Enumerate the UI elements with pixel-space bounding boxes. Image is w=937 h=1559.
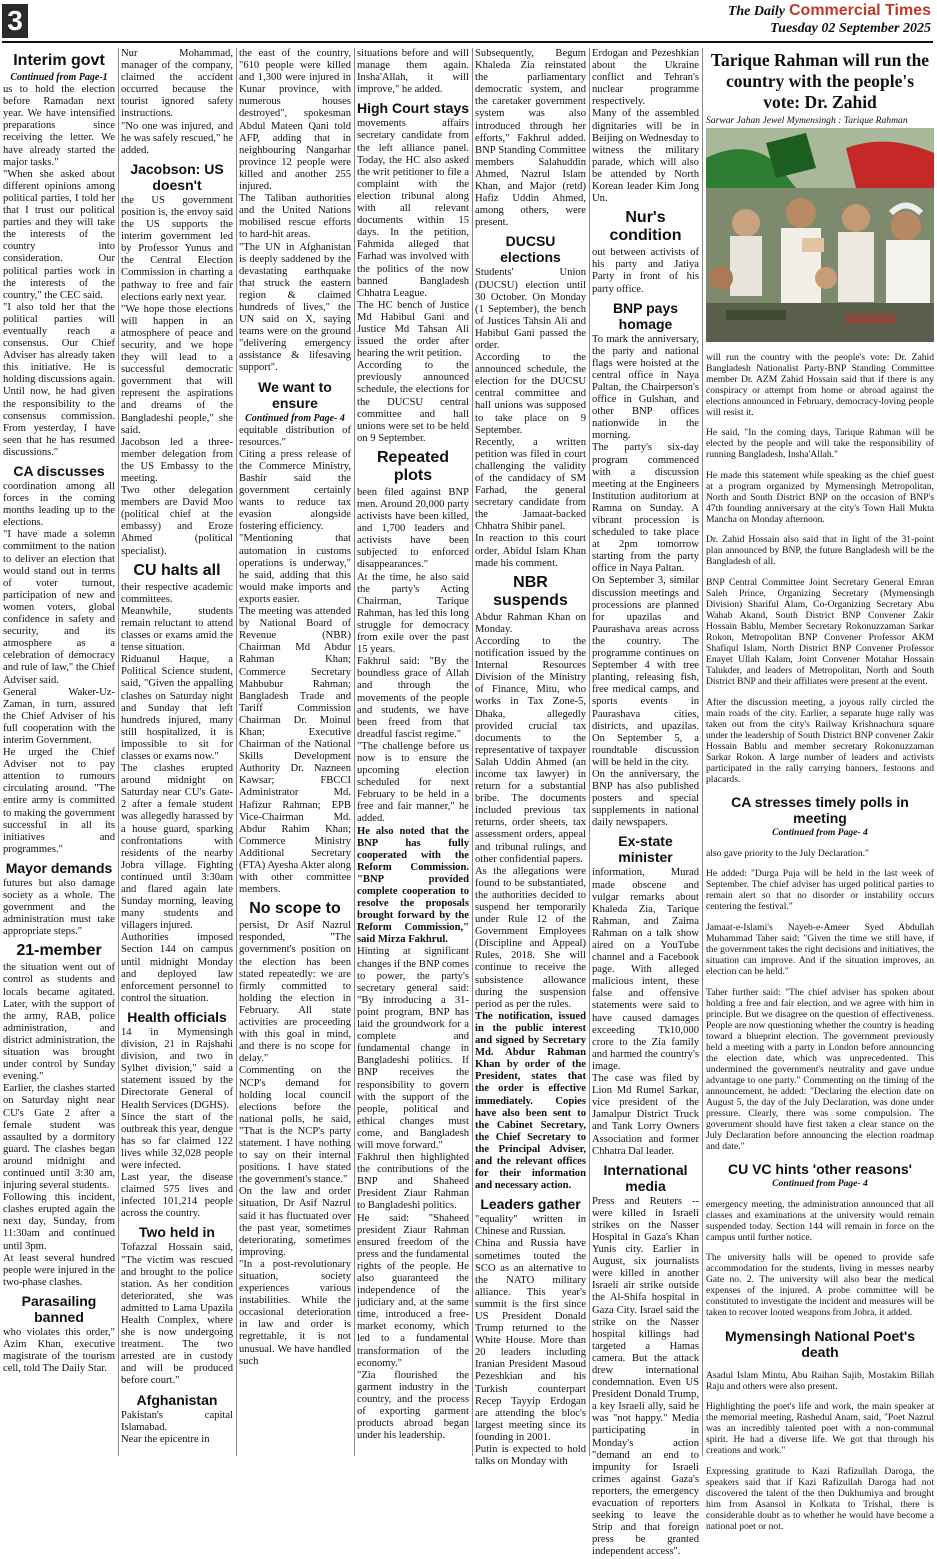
paragraph: Erdogan and Pezeshkian about the Ukraine conflict and Tehran's nuclear programme respectively. — [592, 48, 699, 108]
column-4 — [357, 48, 469, 1456]
paragraph: He made this statement while speaking as the chief guest at a program organized by Mymensingh Metropolitan, North and South District BNP on the occasion of BNP's 47th founding anniversary at the city's Town Hall Mukta Mancha on Monday afternoon. — [706, 469, 934, 525]
column-5 — [475, 48, 586, 1468]
column-divider — [472, 48, 473, 1456]
paragraph: He urged the Chief Adviser not to pay attention to rumours circulating around. "The entire army is committed to making the government successful in all its initiatives and programmes." — [3, 747, 115, 855]
paragraph: Citing a press release of the Commerce Ministry, Bashir said the government certainly wants to reduce tax evasion alongside fostering efficiency. — [239, 448, 351, 533]
paragraph: The party's six-day program commenced with a discussion meeting at the Engineers Institution auditorium at Ramna on Sunday. A vibrant procession is scheduled to take place at 2pm tomorrow starting from the party office in Naya Paltan. — [592, 442, 699, 575]
publication-name — [728, 2, 931, 20]
paragraph: Expressing gratitude to Kazi Rafizullah Daroga, the speakers said that if Kazi Rafizullah Daroga had not discovered the talent of the then Dukhumiya and brought him from Asansol in Kolkata to Trishal, there is considerable doubt as to whether he would have become a national poet or not. — [706, 1465, 934, 1532]
lead-headline: Tarique Rahman will run the country with the people's vote: Dr. Zahid — [710, 50, 930, 112]
paragraph: equitable distribution of resources." — [239, 424, 351, 448]
paragraph: situations before and will manage them again. Insha'Allah, it will improve," he added. — [357, 48, 469, 96]
paragraph: Subsequently, Begum Khaleda Zia reinstated the parliamentary democratic system, and the caretaker government system was also introduced through her efforts," Fakhrul added. BNP Standing Committee members Salahuddin Ahmed, Nazrul Islam Khan, and Major (retd) Hafiz Uddin Ahmed, among others, were present. — [475, 48, 586, 229]
rally-photo — [706, 128, 934, 342]
paragraph: Dr. Zahid Hossain also said that in light of the 31-point plan announced by BNP, the future Bangladesh will be the Bangladesh of all. — [706, 534, 934, 568]
paragraph: The Taliban authorities and the United Nations mobilised rescue efforts to hard-hit areas. — [239, 193, 351, 241]
paragraph: Recently, a written petition was filed in court challenging the validity of the candidacy of SM Farhad, the general secretary candidate from the Jamaat-backed Chhatra Shibir panel. — [475, 436, 586, 533]
masthead — [728, 2, 931, 37]
paragraph: Meanwhile, students remain reluctant to attend classes or exams amid the tense situation. — [121, 605, 233, 654]
publication-name-prefix: The Daily — [727, 4, 785, 19]
paragraph: Hinting at significant changes if the BNP comes to power, the party's secretary general said: "By introducing a 31-point program, BNP has laid the groundwork for a complete and fundamental change in Bangladeshi politics. If BNP receives the responsibility to govern with the support of the people, political and ethical changes must come, and Bangladesh will move forward." — [357, 946, 469, 1151]
paragraph: the US government position is, the envoy said the US supports the interim government led by Professor Yunus and the Central Election Commission in charting a pathway to free and fair elections early next year. — [121, 194, 233, 303]
paragraph: The clashes erupted around midnight on Saturday near CU's Gate-2 after a female student was allegedly harassed by a house guard, sparking confrontations with residents of the nearby Jobra village. Fighting continued until 3:30am and flared again late Sunday morning, leaving many students and villagers injured. — [121, 763, 233, 932]
paragraph: us to hold the election before Ramadan next year. We have intensified preparations since receiving the letter. We have already started the major tasks." — [3, 84, 115, 168]
headline: Afghanistan — [136, 1391, 218, 1408]
paragraph: The meeting was attended by National Board of Revenue (NBR) Chairman Md Abdur Rahman Khan; Commerce Secretary Mahbubur Rahman; Bangladesh Trade and Tariff Commission Chairman Dr. Moinul Khan; Executive Chairman of the National Skills Development Authority Dr. Nazneen Kawsar; FBCCI Administrator Md. Hafizur Rahman; EPB Vice-Chairman Md. Abdur Rahim Khan; Commerce Ministry Additional Secretary (FTA) Ayesha Akter along with other committee members. — [239, 606, 351, 896]
paragraph: He added: "Durga Puja will be held in the last week of September. The chief adviser has urged political parties to remain alert so that no disorder or instability occurs centering the festival." — [706, 868, 934, 913]
continued-note: Continued from Page- 4 — [245, 412, 345, 424]
paragraph: Tofazzal Hossain said, "The victim was rescued and brought to the police station. As her condition deteriorated, she was admitted to Lama Upazila Health Complex, where she is now undergoing treatment. The two arrested are in custody and will be produced before court." — [121, 1242, 233, 1387]
column-divider — [236, 48, 237, 1456]
headline: 21-member — [16, 942, 102, 960]
paragraph: persist, Dr Asif Nazrul responded, "The government's position on the election has been stated repeatedly: we are firmly committed to holding the election in February. All state activities are proceeding with this goal in mind, and there is no scope for delay." — [239, 920, 351, 1065]
paragraph: China and Russia have sometimes touted the SCO as an alternative to the NATO military alliance. This year's summit is the first since US President Donald Trump returned to the White House. More than 20 leaders including Iranian President Masoud Pezeshkian and his Turkish counterpart Recep Tayyip Erdogan are attending the bloc's largest meeting since its founding in 2001. — [475, 1238, 586, 1443]
headline: Parasailing banned — [21, 1292, 97, 1325]
paragraph: Authorities imposed Section 144 on campus until midnight Monday and deployed law enforcement personnel to control the situation. — [121, 932, 233, 1004]
paragraph: "In a post-revolutionary situation, society experiences various instabilities. While the occasional deterioration in law and order is regrettable, it is not unusual. We have handled such — [239, 1258, 351, 1367]
paragraph: According to the previously announced schedule, the elections for the DUCSU central committee and hall unions were set to be held on 9 September. — [357, 360, 469, 444]
paragraph: At the time, he also said the party's Acting Chairman, Tarique Rahman, has led this long struggle for democracy from exile over the past 15 years. — [357, 571, 469, 656]
headline: Nur's condition — [609, 209, 682, 245]
column-6 — [592, 48, 699, 1558]
paragraph: As the allegations were found to be substantiated, the authorities decided to suspend her temporarily under Rule 12 of the Government Employees (Discipline and Appeal) Rules, 2018. She will continue to receive the subsistence allowance during the suspension period as per the rules. — [475, 865, 586, 1010]
paragraph: Taher further said: "The chief adviser has spoken about holding a free and fair election, and we agree with him in principle. But we disagree on the question of effectiveness. People are now questioning whether the country is heading toward a blueprint election. The government previously held a meeting with a party in London before announcing the election date, which was unprecedented. This undermined the government's neutrality and gave undue advantage to one party." Commenting on the timing of the announcement, he added: "Declaring the election date on August 5, the day of the July Declaration, was done under pressure. Clearly, there was some compulsion. The government should have first taken a clear stance on the July Declaration before announcing the election roadmap and date." — [706, 986, 934, 1152]
paragraph: "equality" written in Chinese and Russian. — [475, 1214, 586, 1238]
headline: Interim govt — [13, 52, 105, 69]
paragraph: BNP Central Committee Joint Secretary General Emran Saleh Prince, Organizing Secretary (Mymensingh Division) Shariful Alam, Co-Organizing Secretary Abu Wahab Akand, South District BNP Convener Zakir Hossain Bablu, Member Secretary Rokonuzzaman Sarkar Rokon, Metropolitan BNP Convener Professor AKM Shafiqul Islam, North District BNP Convener Professor Enayet Ullah Kalam, Joint Convener Motahar Hossain Talukder, and leaders of Metropolitan, North and South District BNP and their affiliates were present at the event. — [706, 576, 934, 687]
masthead-rule — [2, 41, 933, 43]
paragraph: coordination among all forces in the coming months leading up to the elections. — [3, 481, 115, 529]
paragraph: General Waker-Uz-Zaman, in turn, assured the Chief Adviser of his full cooperation with the interim Government. — [3, 686, 115, 746]
headline: DUCSU elections — [500, 233, 561, 266]
paragraph: Since the start of the outbreak this year, dengue has so far claimed 122 lives while 32,028 people were infected. — [121, 1111, 233, 1171]
paragraph: Students' Union (DUCSU) election until 30 October. On Monday (1 September), the bench of Justices Tahsin Ali and Habibul Gani passed the order. — [475, 267, 586, 351]
paragraph: The university halls will be opened to provide safe accommodation for the students, living in messes nearby Gate no. 2. The university will also bear the medical expenses of the injured. A probe committee will be constituted to investigate the incident and measures will be taken to recover looted weapons from Jobra, it added. — [706, 1252, 934, 1319]
paragraph: On the anniversary, the BNP has also published posters and special supplements in national daily newspapers. — [592, 768, 699, 829]
column-3 — [239, 48, 351, 1456]
paragraph: The case was filed by Lion Md Rumel Sarkar, vice president of the Jamalpur District Truck and Tank Lorry Owners Association and former Chhatra Dal leader. — [592, 1073, 699, 1157]
paragraph: Following this incident, clashes erupted again the next day, Sunday, from 11:30am and continued until 3pm. — [3, 1192, 115, 1252]
paragraph: Press and Reuters -- were killed in Israeli strikes on the Nasser Hospital in Gaza's Khan Yunis city. Earlier in August, six journalists were killed in another Israeli air strike outside the Al-Shifa hospital in Gaza City. Israel said the strike on the Nasser hospital killings had targeted a Hamas camera. But the attack drew international condemnation. Even US President Donald Trump, a key Israeli ally, said he was "not happy." Media participating in Monday's action "demand an end to impunity for Israeli crimes against Gaza's reporters, the emergency evacuation of reporters seeking to leave the Strip and that foreign press be granted independent access". — [592, 1195, 699, 1558]
paragraph: Pakistan's capital Islamabad. — [121, 1409, 233, 1433]
paragraph: Fakhrul then highlighted the contributions of the BNP and Shaheed President Ziaur Rahman to Bangladeshi politics. — [357, 1152, 469, 1212]
paragraph: According to the notification issued by the Internal Resources Division of the Ministry of Finance, Mitu, who works in Tax Zone-5, Dhaka, allegedly provided crucial tax documents to the representative of taxpayer Salah Uddin Ahmed (an income tax lawyer) in return for a substantial bribe. The documents included previous tax returns, order sheets, tax assessment orders, appeal and tribunal rulings, and other confidential papers. — [475, 635, 586, 865]
paragraph: Earlier, the clashes started on Saturday night near CU's Gate 2 after a female student was assaulted by a dormitory guard. The clashes began around midnight and continued until 3:30 am, injuring several students. — [3, 1083, 115, 1192]
continued-note: Continued from Page-1 — [10, 72, 108, 83]
paragraph: On September 3, similar discussion meetings and processions are planned for upazilas and Paurashava areas across the country. The programme continues on September 4 with tree planting, releasing fish, free medical camps, and sports events in Paurashava cities, districts, and upazilas. On September 5, a roundtable discussion will be held in the city. — [592, 575, 699, 768]
lead-story-body — [706, 352, 934, 1532]
continued-note: Continued from Page- 4 — [772, 827, 868, 839]
paragraph: Putin is expected to hold talks on Monday with — [475, 1444, 586, 1468]
paragraph: Jamaat-e-Islami's Nayeb-e-Ameer Syed Abdullah Muhammad Taher said: "Given the time we still have, if the government takes the right decisions and initiatives, the situation can improve. And if the situation improves, an election can be held." — [706, 921, 934, 977]
paragraph: Commenting on the NCP's demand for holding local council elections before the national polls, he said, "That is the NCP's party statement. I have nothing to say on their internal positions. I have stated the government's stance." — [239, 1065, 351, 1186]
paragraph: "Mentioning that automation in customs operations is underway," he said, adding that this would make imports and exports easier. — [239, 533, 351, 605]
paragraph: the east of the country, "610 people were killed and 1,300 were injured in Kunar province, with numerous houses destroyed", spokesman Abdul Mateen Qani told AFP, adding that in neighbouring Nangarhar province 12 people were killed and another 255 injured. — [239, 48, 351, 193]
paragraph: movements affairs secretary candidate from the left alliance panel. Today, the HC also asked the writ petitioner to file a complaint with the election tribunal along with all relevant documents within 15 days. In the petition, Fahmida alleged that Farhad was involved with the politics of the now banned Bangladesh Chhatra League. — [357, 118, 469, 299]
paragraph: "The UN in Afghanistan is deeply saddened by the devastating earthquake that struck the eastern region & claimed hundreds of lives," the UN said on X, saying teams were on the ground "delivering emergency assistance & lifesaving support". — [239, 241, 351, 374]
paragraph: also gave priority to the July Declaration." — [706, 847, 869, 859]
headline: Two held in — [139, 1224, 215, 1241]
paragraph: Nur Mohammad, manager of the company, claimed the accident occurred because the tourist ignored safety instructions. — [121, 48, 233, 120]
paragraph: out between activists of his party and Jatiya Party in front of his party office. — [592, 247, 699, 295]
paragraph: the situation went out of control as students and locals became agitated. Later, with the support of the army, RAB, police administration, and district administration, the situation was brought under control by Sunday evening." — [3, 962, 115, 1083]
headline: CA discusses — [13, 463, 105, 479]
paragraph: To mark the anniversary, the party and national flags were hoisted at the central office in Naya Paltan, the Chairperson's office in Gulshan, and other BNP offices nationwide in the morning. — [592, 333, 699, 442]
paragraph: Near the epicentre in — [121, 1433, 210, 1445]
paragraph: "The challenge before us now is to ensure the upcoming election scheduled for next February to be held in a free and fair manner," he added. — [357, 740, 469, 825]
paragraph: He also noted that the BNP has fully cooperated with the Reform Commission. "BNP provided complete cooperation to resolve the proposals brought forward by the Reform Commission," said Mirza Fakhrul. — [357, 825, 469, 946]
paragraph: Riduanul Haque, a Political Science student, said, "Given the appalling clashes on Saturday night and Sunday that left hundreds injured, many still hospitalized, it is impossible to sit for classes or exams now." — [121, 654, 233, 762]
paragraph: The notification, issued in the public interest and signed by Secretary Md. Abdur Rahman Khan by order of the President, states that the order is effective immediately. Copies have also been sent to the Cabinet Secretary, the Chief Secretary to the Principal Adviser, and the relevant offices for their information and necessary action. — [475, 1010, 586, 1192]
paragraph: been filed against BNP men. Around 20,000 party activists have been killed, and 1,700 leaders and activists have been subjected to enforced disappearances." — [357, 486, 469, 571]
paragraph: their respective academic committees. — [121, 581, 233, 605]
paragraph: Two other delegation members are David Moo (political chief at the embassy) and Eroze Ahmed (political specialist). — [121, 485, 233, 557]
paragraph: The HC bench of Justice Md Habibul Gani and Justice Md Tahsan Ali issued the order after hearing the writ petition. — [357, 299, 469, 360]
headline: CA stresses timely polls in meeting — [731, 794, 909, 827]
paragraph: information, Murad made obscene and vulgar remarks about Khaleda Zia, Tarique Rahman, and Zaima Rahman on a talk show aired on a YouTube channel and a Facebook page. With alleged malicious intent, these false and offensive statements were said to have caused damages exceeding Tk10,000 crore to the Zia family and harmed the country's image. — [592, 867, 699, 1072]
headline: Mayor demands — [5, 859, 113, 876]
headline: Mymensingh National Poet's death — [724, 1327, 916, 1360]
headline: High Court stays — [357, 100, 470, 117]
continued-note: Continued from Page- 4 — [772, 1178, 868, 1190]
paragraph: "No one was injured, and he was safely rescued," he added. — [121, 120, 233, 156]
headline: Health officials — [127, 1008, 227, 1025]
headline: Repeated plots — [376, 448, 450, 484]
paragraph: emergency meeting, the administration announced that all classes and examinations at the university would remain suspended today. Section 144 will remain in force on the campus until further notice. — [706, 1198, 934, 1243]
column-divider — [118, 48, 119, 1456]
paragraph: On the law and order situation, Dr Asif Nazrul said it has fluctuated over the past year, sometimes deteriorating, sometimes improving. — [239, 1186, 351, 1258]
paragraph: "I also told her that the political parties will eventually reach a consensus. Our Chief Adviser has already taken this initiative. He is holding discussions again. Until now, he had given the responsibility to the consensus commission. From yesterday, I have seen that he has resumed discussions." — [3, 301, 115, 458]
lead-story — [706, 50, 934, 1541]
headline: No scope to — [249, 900, 341, 918]
paragraph: "When she asked about different opinions among political parties, I told her that I trust our political parties and they will take the interests of the country into consideration. Our political parties work in the interests of the country," the CEC said. — [3, 168, 115, 301]
paragraph: Jacobson led a three-member delegation from the US Embassy to the meeting. — [121, 436, 233, 484]
headline: BNP pays homage — [612, 299, 679, 332]
paragraph: Many of the assembled dignitaries will be in Beijing on Wednesday to witness the military parade, which will also be attended by North Korean leader Kim Jong Un. — [592, 108, 699, 205]
paragraph: futures but also damage society as a whole. The government and the administration must take appropriate steps." — [3, 877, 115, 938]
headline: International media — [603, 1161, 688, 1194]
column-divider — [702, 48, 703, 1456]
paragraph: He said, "In the coming days, Tarique Rahman will be elected by the people and will take the responsibility of running Bangladesh, Insha'Allah." — [706, 427, 934, 461]
paragraph: "Zia flourished the garment industry in the country, and the process of exporting garment products abroad began under his leadership. — [357, 1369, 469, 1442]
paragraph: Abdur Rahman Khan on Monday. — [475, 611, 586, 635]
headline: Jacobson: US doesn't — [130, 160, 224, 193]
page-number: 3 — [2, 4, 28, 38]
paragraph: Asadul Islam Mintu, Abu Raihan Sajib, Mostakim Billah Raju and others were also present. — [706, 1369, 934, 1392]
paragraph: In reaction to this court order, Abidul Islam Khan made his comment. — [475, 533, 586, 569]
paragraph: 14 in Mymensingh division, 21 in Rajshahi division, and two in Sylhet division," said a statement issued by the Directorate General of Health Services (DGHS). — [121, 1026, 233, 1111]
headline: CU halts all — [133, 561, 221, 579]
headline: We want to ensure — [258, 378, 332, 411]
issue-date: Tuesday 02 September 2025 — [770, 21, 931, 36]
paragraph: "We hope those elections will happen in an atmosphere of peace and security, and we hope they will lead to a successful democratic government that will represent the aspirations and dreams of the Bangladeshi people," she said. — [121, 303, 233, 436]
paragraph: According to the announced schedule, the election for the DUCSU central committee and hall unions was supposed to take place on 9 September. — [475, 352, 586, 436]
column-divider — [589, 48, 590, 1456]
paragraph: At least several hundred people were injured in the two-phase clashes. — [3, 1252, 115, 1288]
paragraph: After the discussion meeting, a joyous rally circled the main roads of the city. Earlier, a separate huge rally was taken out from the city's Railway Krishnachura square under the leadership of South District BNP convener Zakir Hossain Bablu and member secretary Rokonuzzaman Sarkar Rokon. A large number of leaders and activists participated in the rally carrying banners, festoons and placards. — [706, 696, 934, 785]
publication-name-main: Commercial Times — [789, 2, 931, 19]
column-2 — [121, 48, 233, 1456]
paragraph: Highlighting the poet's life and work, the main speaker at the memorial meeting, Rashedul Anam, said, "Poet Nazrul was an incredibly talented poet with a non-communal spirit. He had a diverse life. We got that through his creations and work." — [706, 1401, 934, 1457]
headline: Ex-state minister — [618, 833, 673, 866]
byline: Sarwar Jahan Jewel Mymensingh : Tarique Rahman — [706, 115, 908, 126]
paragraph: will run the country with the people's vote: Dr. Zahid Bangladesh Nationalist Party-BNP Standing Committee member Dr. AZM Zahid Hossain said that if there is any conspiracy or attempt from home or abroad against the elections announced in February, democracy-loving people will resist it. — [706, 351, 934, 418]
rally-photo-illustration — [706, 128, 934, 342]
paragraph: Fakhrul said: "By the boundless grace of Allah and through the movements of the people and students, we have been freed from that dreadful fascist regime." — [357, 656, 469, 740]
column-divider — [354, 48, 355, 1456]
headline: CU VC hints 'other reasons' — [727, 1161, 913, 1178]
paragraph: Last year, the disease claimed 575 lives and infected 101,214 people across the country. — [121, 1172, 233, 1220]
column-1 — [3, 48, 115, 1456]
paragraph: "I have made a solemn commitment to the nation to deliver an election that would stand out in terms of voter turnout, participation of new and women voters, global confidence in safety and security, and its atmosphere as a celebration of democracy and rule of law," the Chief Adviser said. — [3, 529, 115, 686]
headline: NBR suspends — [493, 573, 568, 609]
headline: Leaders gather — [480, 1196, 581, 1213]
paragraph: who violates this order," Azim Khan, executive magistrate of the tourism cell, told The Daily Star. — [3, 1326, 115, 1375]
paragraph: He said: "Shaheed president Ziaur Rahman ensured freedom of the press and the fundamental rights of the people. He also guaranteed the independence of the judiciary and, at the same time, introduced a free-market economy, which led to a fundamental transformation of the economy." — [357, 1212, 469, 1369]
